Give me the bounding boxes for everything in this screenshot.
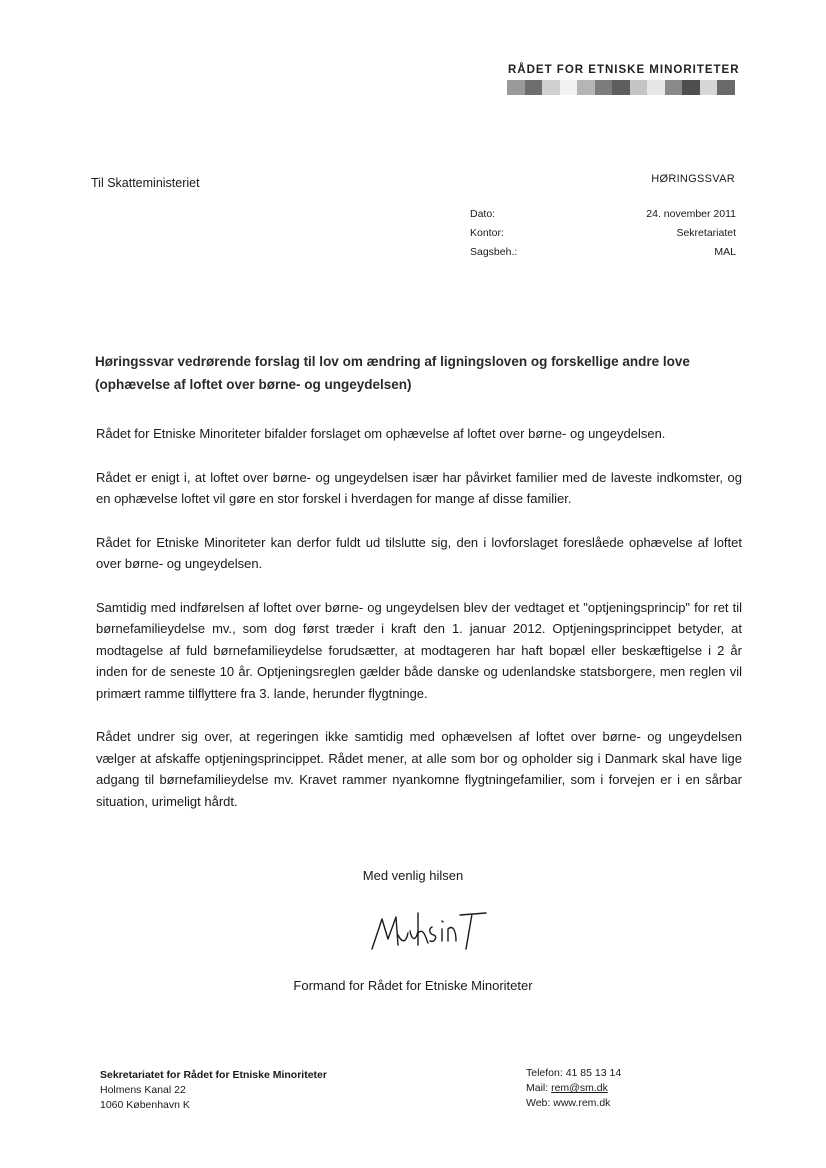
letterhead-color-bar (507, 80, 735, 95)
letter-heading: Høringssvar vedrørende forslag til lov om ændring af ligningsloven og forskellige andre love (ophævelse af loftet over børne- og ungeydelsen) (95, 354, 690, 392)
meta-value: Sekretariatet (676, 227, 736, 239)
footer-mail-label: Mail: (526, 1082, 552, 1094)
letterhead-bar-segment (507, 80, 525, 95)
document-type: HØRINGSSVAR (651, 173, 735, 185)
meta-value: 24. november 2011 (646, 208, 736, 220)
letterhead-bar-segment (647, 80, 665, 95)
paragraph: Rådet for Etniske Minoriteter bifalder forslaget om ophævelse af loftet over børne- og ungeydelsen. (96, 426, 666, 441)
letterhead-bar-segment (542, 80, 560, 95)
letterhead-bar-segment (630, 80, 648, 95)
meta-value: MAL (714, 246, 736, 258)
footer-contact (526, 1066, 621, 1111)
letter-body (96, 423, 742, 834)
letterhead-bar-segment (595, 80, 613, 95)
letterhead-bar-segment (682, 80, 700, 95)
meta-row-case-handler (470, 246, 736, 265)
letterhead-organization: RÅDET FOR ETNISKE MINORITETER (508, 64, 740, 76)
meta-label: Dato: (470, 208, 496, 220)
letterhead-bar-segment (717, 80, 735, 95)
closing: Med venlig hilsen (362, 868, 464, 883)
footer-organization: Sekretariatet for Rådet for Etniske Minoriteter (100, 1069, 327, 1081)
paragraph: Rådet for Etniske Minoriteter kan derfor fuldt ud tilslutte sig, den i lovforslaget foreslåede ophævelse af loftet over børne- og ungeydelsen. (96, 534, 742, 571)
footer-city: 1060 København K (100, 1099, 190, 1111)
letterhead-bar-segment (525, 80, 543, 95)
letterhead-bar-segment (612, 80, 630, 95)
handwritten-signature (368, 905, 488, 953)
recipient: Til Skatteministeriet (91, 176, 200, 190)
meta-label: Sagsbeh.: (470, 246, 518, 258)
meta-row-office (470, 227, 736, 246)
paragraph: Samtidig med indførelsen af loftet over børne- og ungeydelsen blev der vedtaget et "optjeningsprincip" for ret til børnefamilieydelse mv., som dog først træder i kraft den 1. januar 2012. Optjeningsprincippet betyder, at modtagelse af fuld børnefamilieydelse forudsætter, at modtageren har haft bopæl eller beskæftigelse i 2 år inden for de seneste 10 år. Optjeningsreglen gælder både danske og udenlandske statsborgere, men reglen vil primært ramme tilflyttere fra 3. lande, herunder flygtninge. (96, 599, 742, 701)
footer-street: Holmens Kanal 22 (100, 1084, 186, 1096)
letterhead-bar-segment (560, 80, 578, 95)
paragraph: Rådet undrer sig over, at regeringen ikke samtidig med ophævelsen af loftet over børne- og ungeydelsen vælger at afskaffe optjeningsprincippet. Rådet mener, at alle som bor og opholder sig i Danmark skal have lige adgang til børnefamilieydelse mv. Kravet rammer nyankomne flygtningefamilier, som i forvejen er i en sårbar situation, urimeligt hårdt. (96, 729, 742, 809)
meta-row-date (470, 208, 736, 227)
meta-label: Kontor: (470, 227, 504, 239)
paragraph: Rådet er enigt i, at loftet over børne- og ungeydelsen især har påvirket familier med de laveste indkomster, og en ophævelse loftet vil gøre en stor forskel i hverdagen for mange af disse familier. (96, 469, 742, 506)
footer-web: Web: www.rem.dk (526, 1097, 611, 1109)
footer-mail-link[interactable]: rem@sm.dk (551, 1082, 608, 1094)
meta-block (470, 208, 736, 265)
signer-title: Formand for Rådet for Etniske Minoriteter (293, 978, 533, 993)
footer-address (100, 1068, 327, 1113)
letterhead-bar-segment (665, 80, 683, 95)
letterhead-bar-segment (700, 80, 718, 95)
footer-mail-line (526, 1081, 621, 1096)
letterhead-bar-segment (577, 80, 595, 95)
footer-phone: Telefon: 41 85 13 14 (526, 1067, 622, 1079)
